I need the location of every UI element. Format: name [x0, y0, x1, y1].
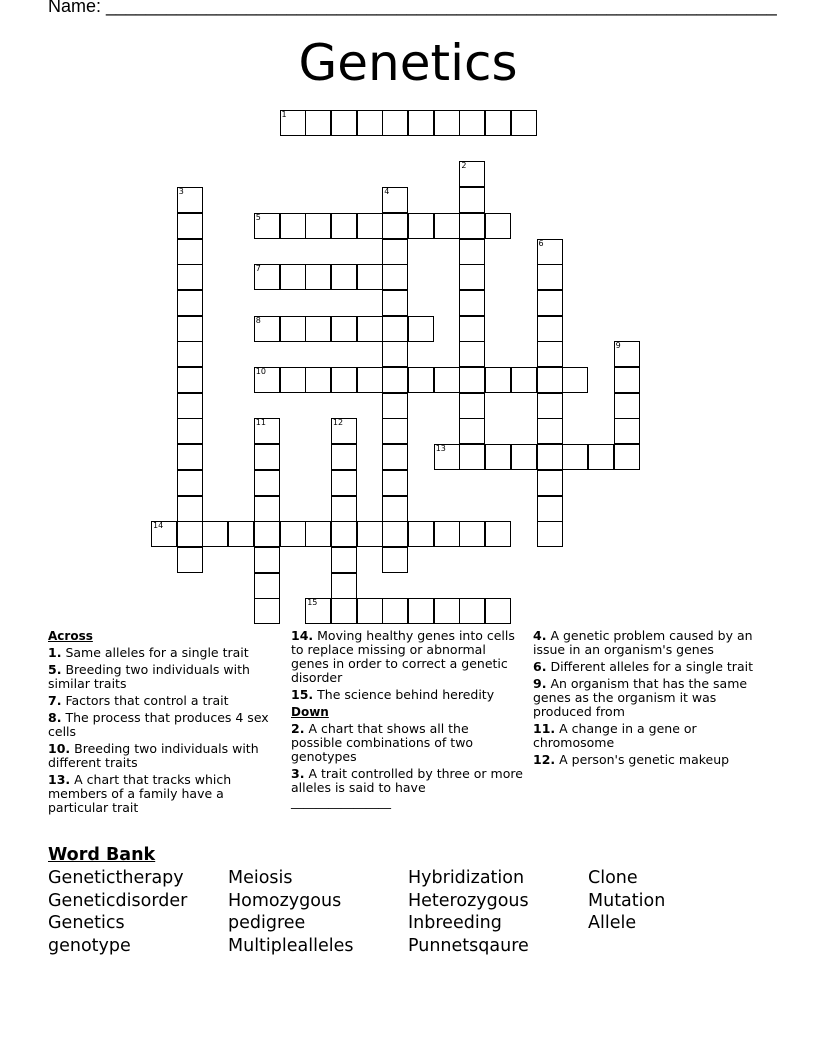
- clue-item-text: A trait controlled by three or more alleles is said to have ________________: [291, 766, 523, 809]
- clue-item-text: Different alleles for a single trait: [550, 659, 753, 674]
- grid-cell[interactable]: [305, 598, 331, 624]
- grid-cell[interactable]: [331, 213, 357, 239]
- grid-cell[interactable]: [382, 341, 408, 367]
- grid-cell[interactable]: [382, 290, 408, 316]
- clue-number: 13: [435, 444, 446, 454]
- grid-cell[interactable]: [434, 598, 460, 624]
- grid-cell[interactable]: [177, 264, 203, 290]
- grid-cell[interactable]: [177, 213, 203, 239]
- grid-cell[interactable]: [459, 264, 485, 290]
- grid-cell[interactable]: [537, 290, 563, 316]
- clue-item-text: A change in a gene or chromosome: [533, 721, 697, 750]
- clue-number: 7: [255, 264, 261, 274]
- clue-item-text: Breeding two individuals with similar traits: [48, 662, 250, 691]
- grid-cell[interactable]: [537, 239, 563, 265]
- grid-cell[interactable]: [254, 598, 280, 624]
- grid-cell[interactable]: [614, 393, 640, 419]
- grid-cell[interactable]: [357, 264, 383, 290]
- grid-cell[interactable]: [511, 110, 537, 136]
- grid-cell[interactable]: [459, 393, 485, 419]
- grid-cell[interactable]: [177, 393, 203, 419]
- grid-cell[interactable]: [459, 521, 485, 547]
- clue-item: [48, 663, 270, 691]
- grid-cell[interactable]: [459, 598, 485, 624]
- grid-cell[interactable]: [614, 341, 640, 367]
- grid-cell[interactable]: [254, 367, 280, 393]
- grid-cell[interactable]: [382, 239, 408, 265]
- grid-cell[interactable]: [485, 367, 511, 393]
- grid-cell[interactable]: [408, 598, 434, 624]
- grid-cell[interactable]: [537, 341, 563, 367]
- grid-cell[interactable]: [459, 290, 485, 316]
- grid-cell[interactable]: [254, 496, 280, 522]
- grid-cell[interactable]: [254, 418, 280, 444]
- clue-item: [533, 753, 761, 767]
- clue-item: [291, 767, 523, 809]
- grid-cell[interactable]: [382, 213, 408, 239]
- grid-cell[interactable]: [357, 598, 383, 624]
- clue-item-text: Factors that control a trait: [65, 693, 229, 708]
- grid-cell[interactable]: [331, 316, 357, 342]
- word-bank-word: Meiosis: [228, 868, 293, 888]
- clue-item-text: Moving healthy genes into cells to replace missing or abnormal genes in order to correct a genetic disorder: [291, 628, 515, 685]
- grid-cell[interactable]: [202, 521, 228, 547]
- clue-item-text: Same alleles for a single trait: [65, 645, 249, 660]
- grid-cell[interactable]: [280, 110, 306, 136]
- clue-item-text: An organism that has the same genes as the organism it was produced from: [533, 676, 748, 719]
- word-bank-column: [408, 867, 529, 957]
- clue-item: [48, 742, 270, 770]
- grid-cell[interactable]: [537, 367, 563, 393]
- clue-item: [533, 629, 761, 657]
- word-bank-column: [48, 867, 187, 957]
- grid-cell[interactable]: [382, 547, 408, 573]
- grid-cell[interactable]: [408, 316, 434, 342]
- grid-cell[interactable]: [305, 264, 331, 290]
- clue-item-text: A chart that tracks which members of a family have a particular trait: [48, 772, 232, 815]
- clue-item-number: 12.: [533, 752, 556, 767]
- clue-item-number: 8.: [48, 710, 62, 725]
- grid-cell[interactable]: [537, 264, 563, 290]
- grid-cell[interactable]: [357, 521, 383, 547]
- grid-cell[interactable]: [588, 444, 614, 470]
- grid-cell[interactable]: [254, 316, 280, 342]
- grid-cell[interactable]: [331, 367, 357, 393]
- grid-cell[interactable]: [254, 573, 280, 599]
- clue-item-number: 4.: [533, 628, 547, 643]
- clue-number: 2: [461, 161, 467, 171]
- grid-cell[interactable]: [228, 521, 254, 547]
- grid-cell[interactable]: [408, 367, 434, 393]
- grid-cell[interactable]: [254, 547, 280, 573]
- clue-item-number: 5.: [48, 662, 62, 677]
- grid-cell[interactable]: [382, 187, 408, 213]
- clue-number: 9: [615, 341, 621, 351]
- clue-item-number: 13.: [48, 772, 71, 787]
- grid-cell[interactable]: [537, 418, 563, 444]
- word-bank-word: Mutation: [588, 890, 666, 911]
- grid-cell[interactable]: [305, 213, 331, 239]
- grid-cell[interactable]: [459, 444, 485, 470]
- grid-cell[interactable]: [254, 264, 280, 290]
- clue-item-number: 7.: [48, 693, 62, 708]
- grid-cell[interactable]: [382, 393, 408, 419]
- grid-cell[interactable]: [382, 316, 408, 342]
- grid-cell[interactable]: [434, 213, 460, 239]
- clue-number: 8: [255, 315, 261, 325]
- word-bank-word: pedigree: [228, 913, 306, 933]
- clue-item: [533, 660, 761, 674]
- grid-cell[interactable]: [434, 367, 460, 393]
- grid-cell[interactable]: [485, 213, 511, 239]
- grid-cell[interactable]: [382, 264, 408, 290]
- clue-item-text: The process that produces 4 sex cells: [48, 710, 269, 739]
- down-heading: Down: [291, 705, 329, 719]
- grid-cell[interactable]: [305, 367, 331, 393]
- grid-cell[interactable]: [357, 316, 383, 342]
- grid-cell[interactable]: [177, 470, 203, 496]
- clue-item: [291, 629, 523, 685]
- grid-cell[interactable]: [357, 367, 383, 393]
- clue-number: 11: [255, 418, 266, 428]
- grid-cell[interactable]: [434, 521, 460, 547]
- grid-cell[interactable]: [151, 521, 177, 547]
- grid-cell[interactable]: [177, 187, 203, 213]
- grid-cell[interactable]: [177, 444, 203, 470]
- word-bank-word: Hybridization: [408, 868, 525, 888]
- grid-cell[interactable]: [434, 444, 460, 470]
- grid-cell[interactable]: [408, 213, 434, 239]
- grid-cell[interactable]: [305, 316, 331, 342]
- grid-cell[interactable]: [537, 444, 563, 470]
- grid-cell[interactable]: [459, 213, 485, 239]
- grid-cell[interactable]: [331, 418, 357, 444]
- grid-cell[interactable]: [485, 444, 511, 470]
- grid-cell[interactable]: [177, 418, 203, 444]
- clue-item-number: 14.: [291, 628, 314, 643]
- word-bank-word: Geneticdisorder: [48, 890, 188, 911]
- clue-number: 14: [153, 521, 164, 531]
- clue-column-2: [291, 629, 523, 812]
- grid-cell[interactable]: [331, 521, 357, 547]
- grid-cell[interactable]: [382, 470, 408, 496]
- clue-item-number: 15.: [291, 687, 314, 702]
- page-title: Genetics: [298, 34, 518, 92]
- clue-item: [291, 688, 523, 702]
- grid-cell[interactable]: [331, 598, 357, 624]
- clue-item-number: 1.: [48, 645, 62, 660]
- grid-cell[interactable]: [280, 213, 306, 239]
- grid-cell[interactable]: [537, 496, 563, 522]
- clue-item-number: 2.: [291, 721, 305, 736]
- clue-item: [48, 711, 270, 739]
- clue-number: 4: [384, 187, 390, 197]
- grid-cell[interactable]: [177, 367, 203, 393]
- grid-cell[interactable]: [331, 264, 357, 290]
- grid-cell[interactable]: [280, 367, 306, 393]
- word-bank-title: Word Bank: [48, 845, 156, 865]
- grid-cell[interactable]: [459, 239, 485, 265]
- grid-cell[interactable]: [331, 496, 357, 522]
- grid-cell[interactable]: [511, 367, 537, 393]
- grid-cell[interactable]: [382, 521, 408, 547]
- clue-item-text: Breeding two individuals with different traits: [48, 741, 259, 770]
- grid-cell[interactable]: [614, 367, 640, 393]
- grid-cell[interactable]: [280, 316, 306, 342]
- name-line[interactable]: Name: ___________________________________________________________________: [48, 0, 777, 16]
- word-bank-word: Punnetsqaure: [408, 935, 529, 956]
- grid-cell[interactable]: [537, 521, 563, 547]
- grid-cell[interactable]: [408, 521, 434, 547]
- clue-number: 12: [332, 418, 344, 428]
- word-bank-word: Genetics: [48, 913, 125, 933]
- grid-cell[interactable]: [280, 521, 306, 547]
- grid-cell[interactable]: [382, 367, 408, 393]
- grid-cell[interactable]: [562, 367, 588, 393]
- clue-item: [48, 694, 270, 708]
- clue-item: [291, 722, 523, 764]
- grid-cell[interactable]: [382, 496, 408, 522]
- grid-cell[interactable]: [382, 418, 408, 444]
- clue-item: [533, 677, 761, 719]
- grid-cell[interactable]: [485, 110, 511, 136]
- grid-cell[interactable]: [459, 110, 485, 136]
- clue-item-number: 3.: [291, 766, 305, 781]
- grid-cell[interactable]: [434, 110, 460, 136]
- clue-number: 6: [538, 238, 544, 248]
- grid-cell[interactable]: [357, 110, 383, 136]
- clue-item-text: The science behind heredity: [317, 687, 495, 702]
- grid-cell[interactable]: [562, 444, 588, 470]
- word-bank-word: Inbreeding: [408, 913, 502, 933]
- word-bank-word: Multiplealleles: [228, 935, 354, 956]
- grid-cell[interactable]: [459, 316, 485, 342]
- grid-cell[interactable]: [459, 367, 485, 393]
- clue-item-number: 9.: [533, 676, 547, 691]
- grid-cell[interactable]: [614, 418, 640, 444]
- grid-cell[interactable]: [331, 547, 357, 573]
- clue-item-number: 10.: [48, 741, 71, 756]
- clue-number: 1: [281, 110, 287, 119]
- grid-cell[interactable]: [511, 444, 537, 470]
- clue-item-number: 11.: [533, 721, 556, 736]
- word-bank-word: Clone: [588, 868, 638, 888]
- grid-cell[interactable]: [177, 239, 203, 265]
- clue-number: 15: [307, 598, 318, 608]
- grid-cell[interactable]: [459, 187, 485, 213]
- grid-cell[interactable]: [614, 444, 640, 470]
- clue-item-text: A chart that shows all the possible combinations of two genotypes: [291, 721, 474, 764]
- grid-cell[interactable]: [537, 470, 563, 496]
- clue-column-1: [48, 629, 270, 818]
- grid-cell[interactable]: [254, 213, 280, 239]
- across-heading: Across: [48, 629, 93, 643]
- grid-cell[interactable]: [177, 547, 203, 573]
- word-bank-column: [228, 867, 353, 957]
- grid-cell[interactable]: [382, 444, 408, 470]
- grid-cell[interactable]: [537, 316, 563, 342]
- clue-item-number: 6.: [533, 659, 547, 674]
- clue-item: [48, 773, 270, 815]
- clue-item-text: A person's genetic makeup: [559, 752, 730, 767]
- grid-cell[interactable]: [177, 290, 203, 316]
- grid-cell[interactable]: [305, 521, 331, 547]
- grid-cell[interactable]: [254, 444, 280, 470]
- grid-cell[interactable]: [485, 598, 511, 624]
- grid-cell[interactable]: [331, 573, 357, 599]
- clue-number: 5: [255, 212, 261, 222]
- grid-cell[interactable]: [177, 496, 203, 522]
- word-bank-word: genotype: [48, 935, 131, 956]
- grid-cell[interactable]: [305, 110, 331, 136]
- grid-cell[interactable]: [177, 521, 203, 547]
- clue-number: 10: [255, 367, 266, 376]
- clue-column-3: [533, 629, 761, 770]
- grid-cell[interactable]: [280, 264, 306, 290]
- grid-cell[interactable]: [331, 110, 357, 136]
- grid-cell[interactable]: [177, 316, 203, 342]
- grid-cell[interactable]: [331, 470, 357, 496]
- grid-cell[interactable]: [485, 521, 511, 547]
- grid-cell[interactable]: [459, 161, 485, 187]
- grid-cell[interactable]: [382, 598, 408, 624]
- word-bank-word: Heterozygous: [408, 890, 529, 911]
- clue-item: [48, 646, 270, 660]
- grid-cell[interactable]: [357, 213, 383, 239]
- grid-cell[interactable]: [459, 341, 485, 367]
- grid-cell[interactable]: [537, 393, 563, 419]
- grid-cell[interactable]: [254, 521, 280, 547]
- grid-cell[interactable]: [382, 110, 408, 136]
- clue-item: [533, 722, 761, 750]
- grid-cell[interactable]: [254, 470, 280, 496]
- clue-number: 3: [178, 187, 184, 197]
- grid-cell[interactable]: [408, 110, 434, 136]
- grid-cell[interactable]: [177, 341, 203, 367]
- grid-cell[interactable]: [459, 418, 485, 444]
- grid-cell[interactable]: [331, 444, 357, 470]
- word-bank-column: [588, 867, 665, 935]
- clue-item-text: A genetic problem caused by an issue in an organism's genes: [533, 628, 753, 657]
- word-bank-word: Allele: [588, 913, 637, 933]
- word-bank-word: Homozygous: [228, 890, 342, 911]
- word-bank-word: Genetictherapy: [48, 868, 184, 888]
